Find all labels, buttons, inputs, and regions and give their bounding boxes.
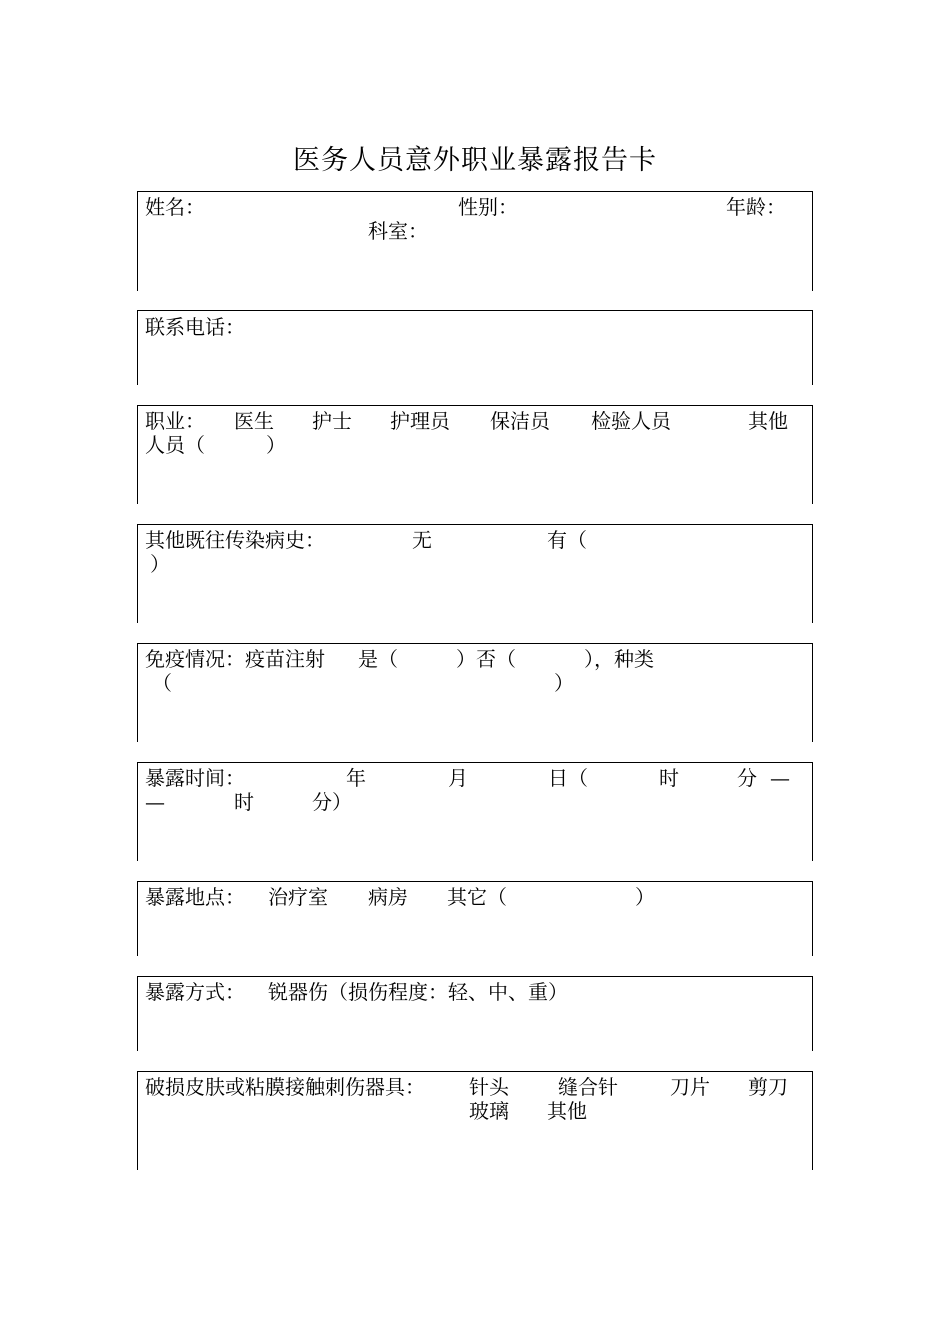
exposure-day: 日（ <box>548 766 588 790</box>
occupation-lab-staff: 检验人员 <box>591 409 671 433</box>
immunization-no: ）否（ <box>456 647 516 671</box>
occupation-other-close: ） <box>266 433 286 457</box>
page-title: 医务人员意外职业暴露报告卡 <box>293 145 657 176</box>
instrument-scissors: 剪刀 <box>748 1075 788 1099</box>
instrument-blade: 刀片 <box>670 1075 710 1099</box>
age-label: 年龄： <box>726 195 786 219</box>
exposure-dash-1: — <box>770 766 790 790</box>
occupation-caregiver: 护理员 <box>390 409 450 433</box>
immunization-yes: 是（ <box>358 647 398 671</box>
instrument-suture-needle: 缝合针 <box>558 1075 618 1099</box>
immunization-kind: ），种类 <box>584 647 654 671</box>
location-treatment-room: 治疗室 <box>268 885 328 909</box>
occupation-other: 其他 <box>748 409 788 433</box>
method-label: 暴露方式： <box>145 980 245 1004</box>
immunization-kind-close: ） <box>554 671 574 695</box>
location-ward: 病房 <box>368 885 408 909</box>
exposure-time-section <box>137 762 813 861</box>
location-label: 暴露地点： <box>145 885 245 909</box>
gender-label: 性别： <box>458 195 518 219</box>
exposure-hour-end: 时 <box>234 790 254 814</box>
infectious-history-section <box>137 524 813 623</box>
location-other: 其它（ <box>447 885 507 909</box>
exposure-minute: 分 <box>737 766 757 790</box>
basic-info-section <box>137 191 813 291</box>
occupation-other-open: 人员（ <box>145 433 205 457</box>
history-label: 其他既往传染病史： <box>145 528 325 552</box>
exposure-dash-2: — <box>145 790 165 814</box>
name-label: 姓名： <box>145 195 205 219</box>
exposure-year: 年 <box>346 766 366 790</box>
exposure-month: 月 <box>448 766 468 790</box>
instrument-needle: 针头 <box>469 1075 509 1099</box>
history-none: 无 <box>412 528 432 552</box>
phone-section <box>137 310 813 385</box>
method-sharp-injury: 锐器伤（损伤程度：轻、中、重） <box>268 980 568 1004</box>
history-close: ） <box>150 552 170 576</box>
occupation-cleaner: 保洁员 <box>490 409 550 433</box>
occupation-nurse: 护士 <box>312 409 352 433</box>
instrument-other: 其他 <box>547 1099 587 1123</box>
history-yes: 有（ <box>547 528 587 552</box>
location-other-close: ） <box>635 885 655 909</box>
instrument-label: 破损皮肤或粘膜接触刺伤器具： <box>145 1075 425 1099</box>
phone-label: 联系电话： <box>145 315 245 339</box>
department-label: 科室： <box>368 219 428 243</box>
occupation-label: 职业： <box>145 409 205 433</box>
exposure-method-section <box>137 976 813 1051</box>
immunization-section <box>137 643 813 742</box>
exposure-hour: 时 <box>659 766 679 790</box>
immunization-label: 免疫情况：疫苗注射 <box>145 647 325 671</box>
exposure-minute-end: 分） <box>312 790 352 814</box>
occupation-section <box>137 405 813 504</box>
occupation-doctor: 医生 <box>234 409 274 433</box>
instrument-glass: 玻璃 <box>469 1099 509 1123</box>
contact-instrument-section <box>137 1071 813 1170</box>
immunization-kind-open: （ <box>152 671 172 695</box>
exposure-time-label: 暴露时间： <box>145 766 245 790</box>
exposure-location-section <box>137 881 813 956</box>
